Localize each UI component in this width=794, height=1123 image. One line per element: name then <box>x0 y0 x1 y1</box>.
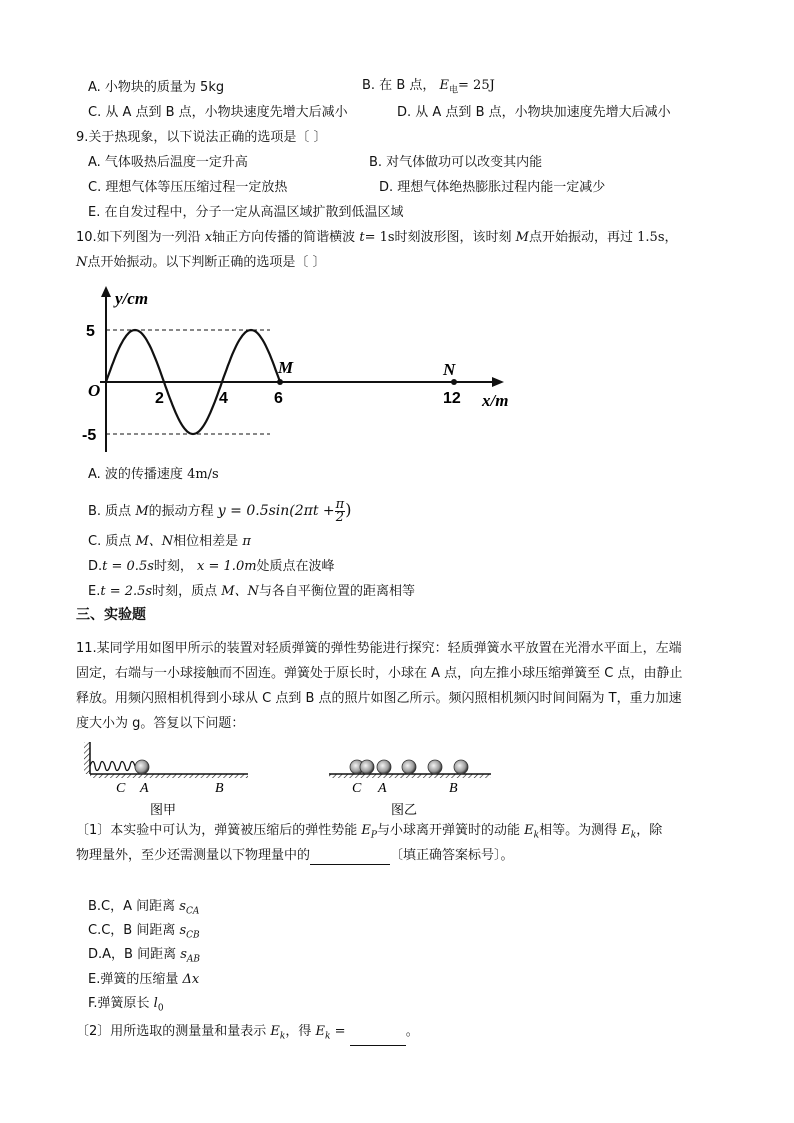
point-n <box>451 379 457 385</box>
q11-sub2 <box>76 1023 419 1046</box>
ball-position <box>454 760 468 774</box>
q10-option-b <box>88 497 351 525</box>
label-n: N <box>443 360 456 379</box>
q11-sub2-text: ，得 <box>285 1024 312 1039</box>
q9-option-b: B. 对气体做功可以改变其内能 <box>369 155 543 170</box>
q8-option-a: A. 小物块的质量为 5kg <box>88 80 225 95</box>
q10-option-e-mn: M、N <box>221 584 259 599</box>
q10-stem-text: = 1s时刻波形图，该时刻 <box>364 230 512 245</box>
origin-label: O <box>88 381 101 400</box>
q11-sub1-text: 物理量外，至少还需测量以下物理量中的 <box>76 848 311 863</box>
q9-option-e: E. 在自发过程中，分子一定从高温区域扩散到低温区域 <box>88 205 404 220</box>
figure-jia <box>80 740 260 820</box>
q10-option-a-text: A. 波的传播速度 <box>88 467 183 482</box>
q10-option-e-text: 时刻，质点 <box>152 584 218 599</box>
y-tick-5: 5 <box>86 323 95 340</box>
q10-option-d-text: 时刻， <box>153 559 193 574</box>
ball-position <box>402 760 416 774</box>
q11-sub1-text: 与小球离开弹簧时的动能 <box>376 823 520 838</box>
ball-position <box>360 760 374 774</box>
q10-option-a-value: 4m/s <box>187 467 219 482</box>
x-tick-4: 4 <box>219 390 228 407</box>
q10-option-e <box>88 583 415 601</box>
q11-sub1-text: 相等。为测得 <box>539 823 618 838</box>
answer-blank-2[interactable] <box>350 1031 406 1046</box>
ek-subscript: k <box>630 830 637 841</box>
q9-option-c: C. 理想气体等压压缩过程一定放热 <box>88 180 288 195</box>
fig2-label-b: B <box>449 781 458 796</box>
q11-option-f-text: F.弹簧原长 <box>88 996 150 1011</box>
q11-sub1-text: 〔1〕本实验中可认为，弹簧被压缩后的弹性势能 <box>76 823 358 838</box>
q10-stem-line2 <box>76 254 326 272</box>
q8-option-b <box>362 77 495 100</box>
q10-option-c-pi: π <box>242 534 251 549</box>
q11-option-c-text: C.C，B 间距离 <box>88 923 176 938</box>
fraction-denominator: 2 <box>335 510 345 525</box>
q10-option-b-m: M <box>135 504 149 519</box>
q8-option-c: C. 从 A 点到 B 点，小物块速度先增大后减小 <box>88 105 348 120</box>
q10-option-d-text: 处质点在波峰 <box>256 559 335 574</box>
q11-option-b-text: B.C，A 间距离 <box>88 899 176 914</box>
x-tick-2: 2 <box>155 390 164 407</box>
q10-option-d-text: D. <box>88 559 103 574</box>
l-symbol: l <box>153 996 158 1011</box>
q9-stem: 9.关于热现象，以下说法正确的选项是〔 〕 <box>76 130 327 145</box>
q10-option-e-text: 与各自平衡位置的距离相等 <box>258 584 415 599</box>
q9-option-a: A. 气体吸热后温度一定升高 <box>88 155 248 170</box>
q10-stem-text: 点开始振动，再过 <box>528 230 633 245</box>
figure-yi <box>325 740 495 820</box>
q8-option-b-symbol: E <box>439 78 450 93</box>
point-m <box>277 379 283 385</box>
equals-sign: = <box>334 1024 346 1039</box>
q9-option-d: D. 理想气体绝热膨胀过程内能一定减少 <box>379 180 606 195</box>
spring <box>90 762 140 771</box>
answer-blank-1[interactable] <box>310 850 390 865</box>
ek-subscript: k <box>533 830 540 841</box>
q10-option-c-text: 相位相差是 <box>173 534 239 549</box>
q11-paragraph-line4: 度大小为 g。答复以下问题： <box>76 716 245 731</box>
ek-symbol: E <box>270 1024 280 1039</box>
q8-option-b-prefix: B. 在 B 点， <box>362 78 436 93</box>
q10-option-b-close: ) <box>345 500 352 519</box>
q10-option-c-text: C. 质点 <box>88 534 132 549</box>
s-symbol: s <box>179 923 187 938</box>
y-tick-neg5: -5 <box>82 427 97 444</box>
x-tick-6: 6 <box>274 390 283 407</box>
label-m: M <box>278 358 294 377</box>
q11-option-e <box>88 971 199 989</box>
q10-option-b-text: B. 质点 <box>88 504 132 519</box>
q8-option-b-value: = 25J <box>458 78 495 93</box>
q11-option-f <box>88 995 164 1018</box>
q10-stem-text: 10.如下列图为一列沿 <box>76 230 201 245</box>
q10-option-b-equation: y = 0.5sin(2πt + <box>217 503 335 519</box>
q11-sub2-text: 〔2〕用所选取的测量量和量表示 <box>76 1024 267 1039</box>
fig1-caption: 图甲 <box>150 803 177 818</box>
q11-paragraph-line1: 11.某同学用如图甲所示的装置对轻质弹簧的弹性势能进行探究：轻质弹簧水平放置在光滑水平面上，左端 <box>76 641 682 656</box>
q10-option-b-fraction <box>335 499 346 524</box>
q10-option-d <box>88 558 335 576</box>
wave-graph <box>80 282 520 462</box>
x-axis-arrow <box>492 377 504 387</box>
q10-option-c <box>88 533 251 551</box>
q11-sub1-line2 <box>76 847 514 865</box>
q10-option-c-mn: M、N <box>135 534 174 549</box>
q11-sub1-text: 〔填正确答案标号〕。 <box>390 848 514 863</box>
q10-stem-m: M <box>515 230 529 245</box>
q10-option-e-time: t = 2.5s <box>100 584 153 599</box>
s-symbol: s <box>180 947 187 962</box>
q11-sub1-text: ，除 <box>636 823 663 838</box>
q10-stem-time: 1.5s， <box>637 230 678 245</box>
q11-option-c <box>88 922 200 945</box>
q8-option-d: D. 从 A 点到 B 点，小物块加速度先增大后减小 <box>397 105 671 120</box>
ek-symbol: E <box>315 1024 326 1039</box>
fig1-label-c: C <box>116 781 126 796</box>
q11-paragraph-line2: 固定，右端与一小球接触而不固连。弹簧处于原长时，小球在 A 点，向左推小球压缩弹簧至 C 点，由静止 <box>76 666 683 681</box>
fraction-numerator: π <box>335 497 345 512</box>
wall <box>84 742 90 774</box>
y-axis-arrow <box>101 286 111 297</box>
q11-option-d-text: D.A，B 间距离 <box>88 947 177 962</box>
fig1-label-a: A <box>140 781 149 796</box>
fig2-label-c: C <box>352 781 362 796</box>
ball-position <box>428 760 442 774</box>
ep-symbol: E <box>361 823 371 838</box>
q10-option-d-time: t = 0.5s <box>102 559 154 574</box>
delta-x-symbol: Δx <box>182 972 200 987</box>
ep-subscript: P <box>370 830 377 841</box>
q11-option-d <box>88 946 200 969</box>
ek-symbol: E <box>621 823 631 838</box>
ball-position <box>377 760 391 774</box>
l-subscript: 0 <box>157 1003 164 1014</box>
q11-sub1-line1 <box>76 822 662 845</box>
q11-paragraph-line3: 释放。用频闪照相机得到小球从 C 点到 B 点的照片如图乙所示。频闪照相机频闪时间间隔为 T，重力加速 <box>76 691 682 706</box>
q11-sub2-text: 。 <box>405 1024 419 1039</box>
q10-stem-text: 轴正方向传播的简谐横波 <box>212 230 356 245</box>
ek-subscript: k <box>325 1031 331 1042</box>
fig2-label-a: A <box>378 781 387 796</box>
s-subscript: AB <box>186 954 201 965</box>
y-axis-label: y/cm <box>115 289 149 308</box>
q11-option-b <box>88 898 199 921</box>
ek-subscript: k <box>279 1031 286 1042</box>
ek-symbol: E <box>524 823 534 838</box>
fig2-caption: 图乙 <box>391 803 418 818</box>
q11-option-e-text: E.弹簧的压缩量 <box>88 972 179 987</box>
x-tick-12: 12 <box>443 390 461 407</box>
q10-option-e-text: E. <box>88 584 101 599</box>
s-subscript: CB <box>186 930 200 941</box>
s-subscript: CA <box>185 906 200 917</box>
s-symbol: s <box>179 899 186 914</box>
q8-option-b-sub: 电 <box>449 85 459 96</box>
q10-stem-line1 <box>76 229 678 247</box>
q10-option-d-position: x = 1.0m <box>197 559 257 574</box>
q10-stem-n: N <box>76 255 88 270</box>
ball <box>135 760 149 774</box>
q10-stem-t: t <box>359 230 365 245</box>
q10-stem-x: x <box>204 230 213 245</box>
fig1-label-b: B <box>215 781 224 796</box>
q10-option-b-text: 的振动方程 <box>148 504 214 519</box>
section-heading: 三、实验题 <box>76 607 146 623</box>
q10-stem-text: 点开始振动。以下判断正确的选项是〔 〕 <box>87 255 326 270</box>
q10-option-a <box>88 466 219 484</box>
x-axis-label: x/m <box>482 391 509 410</box>
